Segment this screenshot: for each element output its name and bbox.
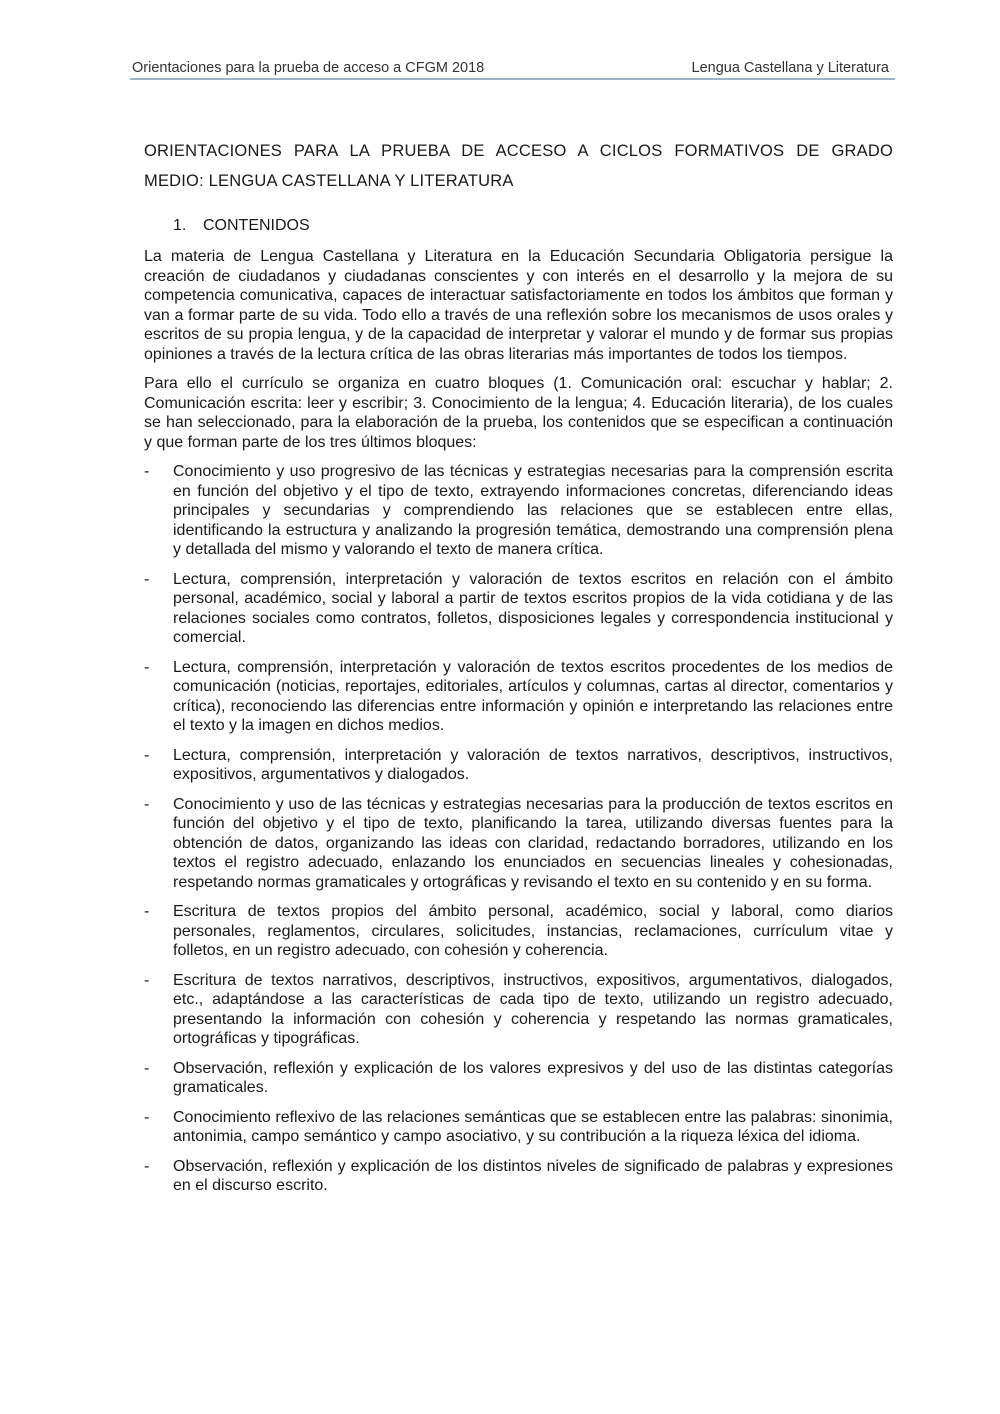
title-line-2: MEDIO: LENGUA CASTELLANA Y LITERATURA [144,172,514,190]
list-item-text: Escritura de textos propios del ámbito personal, académico, social y laboral, como diarios personales, reglamentos, circulares, solicitudes, instancias, reclamaciones, currículum vitae y folletos, en un registro adecuado, con cohesión y coherencia. [173,903,893,959]
list-item-text: Escritura de textos narrativos, descriptivos, instructivos, expositivos, argumentativos, dialogados, etc., adaptándose a las características de cada tipo de texto, utilizando un registro adecuado, presentando la información con cohesión y coherencia y respetando las normas gramaticales, ortográficas y tipográficas. [173,971,893,1047]
contents-list [144,462,893,1196]
list-item [144,1157,893,1196]
list-item [144,746,893,785]
bullet-dash: - [144,1108,150,1126]
title-line-1: ORIENTACIONES PARA LA PRUEBA DE ACCESO A CICLOS FORMATIVOS DE GRADO [144,142,893,160]
list-item-text: Lectura, comprensión, interpretación y valoración de textos escritos en relación con el ámbito personal, académico, social y laboral a partir de textos escritos propios de la vida cotidiana y de las relaciones sociales como contratos, folletos, disposiciones legales y correspondencia institucional y comercial. [173,570,893,646]
bullet-dash: - [144,463,150,480]
list-item [144,570,893,648]
header-right-text: Lengua Castellana y Literatura [691,60,889,76]
paragraph: La materia de Lengua Castellana y Literatura en la Educación Secundaria Obligatoria persigue la creación de ciudadanos y ciudadanas conscientes y con interés en el desarrollo y la mejora de su competencia comunicativa, capaces de interactuar satisfactoriamente en todos los ámbitos que forman y van a formar parte de su vida. Todo ello a través de una reflexión sobre los mecanismos de usos orales y escritos de su propia lengua, y de la capacidad de interpretar y valorar el mundo y de formar sus propias opiniones a través de la lectura crítica de las obras literarias más importantes de todos los tiempos. [144,248,893,363]
section-number: 1. [173,217,187,234]
bullet-dash: - [144,1157,150,1175]
document-body [144,247,893,1206]
list-item-text: Observación, reflexión y explicación de los valores expresivos y del uso de las distintas categorías gramaticales. [173,1059,893,1096]
list-item-text: Conocimiento y uso progresivo de las técnicas y estrategias necesarias para la comprensión escrita en función del objetivo y el tipo de texto, extrayendo informaciones concretas, diferenciando ideas principales y secundarias y comprendiendo las relaciones que se establecen entre ellas, identificando la estructura y analizando la progresión temática, demostrando una comprensión plena y detallada del mismo y valorando el texto de manera crítica. [173,463,893,558]
list-item [144,1059,893,1098]
list-item-text: Conocimiento y uso de las técnicas y estrategias necesarias para la producción de textos escritos en función del objetivo y el tipo de texto, planificando la tarea, utilizando diversas fuentes para la obtención de datos, organizando las ideas con claridad, redactando borradores, utilizando en los textos el registro adecuado, enlazando los enunciados en secuencias lineales y cohesionadas, respetando normas gramaticales y ortográficas y revisando el texto en su contenido y en su forma. [173,795,893,891]
list-item [144,1108,893,1147]
paragraph: Para ello el currículo se organiza en cuatro bloques (1. Comunicación oral: escuchar y hablar; 2. Comunicación escrita: leer y escribir; 3. Conocimiento de la lengua; 4. Educación literaria), de los cuales se han seleccionado, para la elaboración de la prueba, los contenidos que se especifican a continuación y que forman parte de los tres últimos bloques: [144,375,893,451]
list-item [144,902,893,961]
header-left-text: Orientaciones para la prueba de acceso a CFGM 2018 [132,60,485,76]
bullet-dash: - [144,795,150,813]
bullet-dash: - [144,903,150,920]
section-label: CONTENIDOS [203,217,310,234]
list-item-text: Lectura, comprensión, interpretación y valoración de textos narrativos, descriptivos, instructivos, expositivos, argumentativos y dialogados. [173,746,893,783]
bullet-dash: - [144,746,150,764]
bullet-dash: - [144,658,150,676]
list-item [144,971,893,1049]
document-title [144,136,893,196]
list-item-text: Lectura, comprensión, interpretación y valoración de textos escritos procedentes de los medios de comunicación (noticias, reportajes, editoriales, artículos y columnas, cartas al director, comentarios y crítica), reconociendo las diferencias entre información y opinión e interpretando las relaciones entre el texto y la imagen en dichos medios. [173,658,893,734]
list-item-text: Observación, reflexión y explicación de los distintos niveles de significado de palabras y expresiones en el discurso escrito. [173,1157,893,1194]
list-item-text: Conocimiento reflexivo de las relaciones semánticas que se establecen entre las palabras: sinonimia, antonimia, campo semántico y campo asociativo, y su contribución a la riqueza léxica del idioma. [173,1108,893,1145]
bullet-dash: - [144,570,150,588]
section-heading [173,217,310,235]
list-item [144,462,893,560]
bullet-dash: - [144,971,150,989]
list-item [144,795,893,893]
list-item [144,658,893,736]
bullet-dash: - [144,1059,150,1077]
page-header [130,60,895,80]
